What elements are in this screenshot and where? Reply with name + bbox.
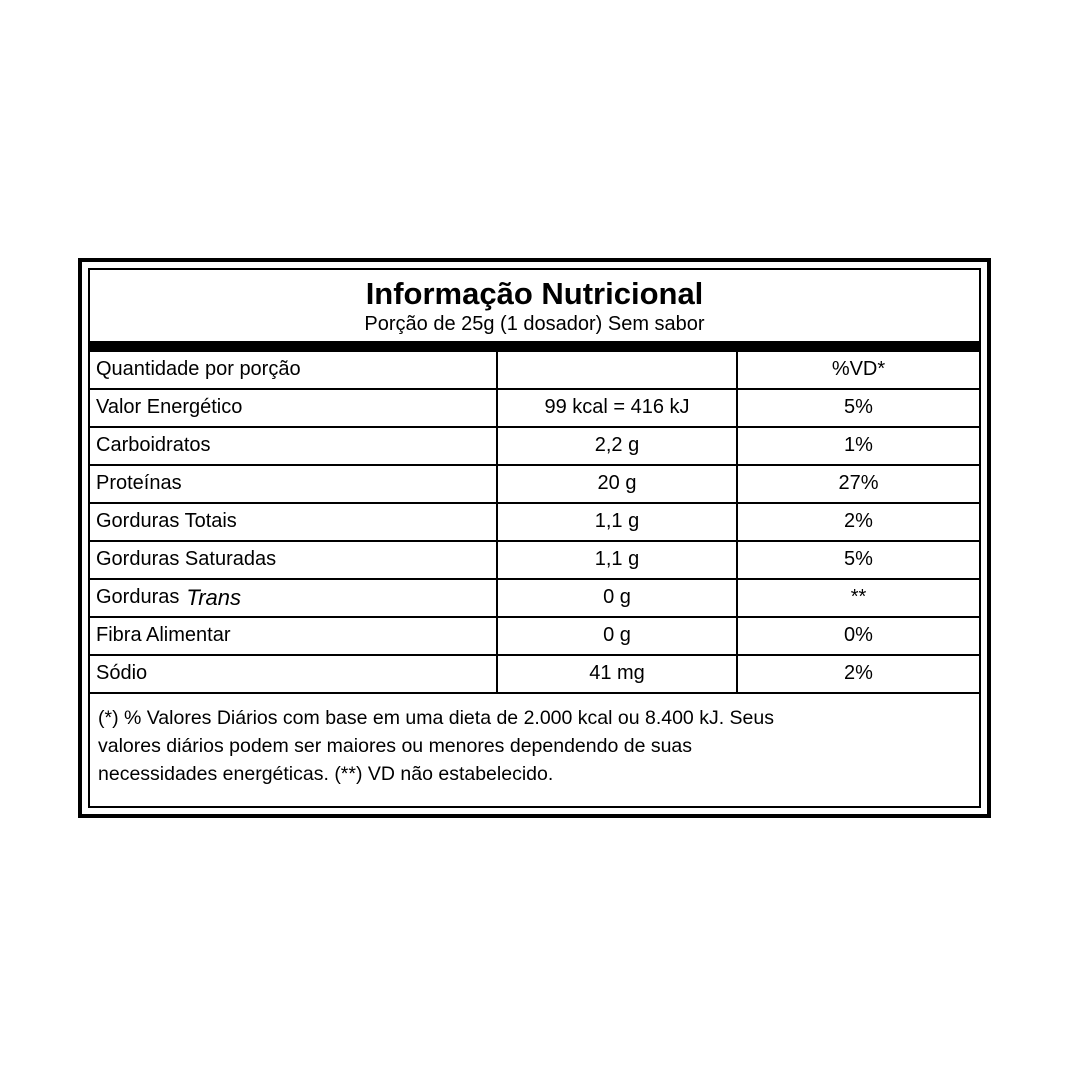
nutrient-name: Proteínas (90, 466, 498, 502)
table-row-trans-fat (90, 580, 979, 618)
nutrient-name: Valor Energético (90, 390, 498, 426)
table-row-protein (90, 466, 979, 504)
nutrient-name-regular: Gorduras (96, 586, 180, 609)
nutrient-dv: 27% (838, 472, 879, 495)
nutrient-dv: 5% (844, 548, 873, 571)
table-row-sodium (90, 656, 979, 694)
nutrient-amount: 20 g (498, 466, 738, 502)
table-row-total-fat (90, 504, 979, 542)
footnote-line: necessidades energéticas. (**) VD não estabelecido. (98, 762, 554, 785)
daily-values-footnote (90, 694, 979, 806)
serving-size-text: Porção de 25g (1 dosador) Sem sabor (364, 312, 705, 335)
nutrient-name: Gorduras Totais (90, 504, 498, 540)
label-header (90, 270, 979, 341)
nutrient-name: Gorduras Saturadas (90, 542, 498, 578)
nutrient-dv: 2% (844, 662, 873, 685)
thick-divider-bar (90, 341, 979, 352)
nutrient-amount: 1,1 g (498, 504, 738, 540)
nutrient-name-italic: Trans (186, 584, 242, 610)
nutrient-amount: 99 kcal = 416 kJ (498, 390, 738, 426)
nutrient-name: Fibra Alimentar (90, 618, 498, 654)
nutrient-dv: 1% (844, 434, 873, 457)
nutrient-dv: ** (850, 586, 867, 609)
nutrient-amount: 2,2 g (498, 428, 738, 464)
footnote-line: valores diários podem ser maiores ou menores dependendo de suas (98, 734, 693, 757)
column-header-amount (498, 352, 738, 388)
label-title: Informação Nutricional (365, 276, 704, 311)
nutrition-label-frame (88, 268, 981, 808)
nutrient-amount: 0 g (498, 580, 738, 616)
nutrient-name (90, 580, 498, 616)
nutrient-amount: 1,1 g (498, 542, 738, 578)
nutrient-amount: 0 g (498, 618, 738, 654)
nutrient-name: Sódio (90, 656, 498, 692)
nutrient-amount: 41 mg (498, 656, 738, 692)
column-header-dv: %VD* (831, 358, 886, 381)
table-row-saturated-fat (90, 542, 979, 580)
footnote-line: (*) % Valores Diários com base em uma dieta de 2.000 kcal ou 8.400 kJ. Seus (98, 706, 774, 729)
nutrition-label (78, 258, 991, 818)
table-row-carbs (90, 428, 979, 466)
column-header-quantity: Quantidade por porção (90, 352, 498, 388)
table-header-row (90, 352, 979, 390)
nutrient-dv: 2% (844, 510, 873, 533)
table-row-fiber (90, 618, 979, 656)
table-row-energy (90, 390, 979, 428)
nutrient-dv: 5% (844, 396, 873, 419)
nutrient-dv: 0% (844, 624, 873, 647)
nutrient-name: Carboidratos (90, 428, 498, 464)
